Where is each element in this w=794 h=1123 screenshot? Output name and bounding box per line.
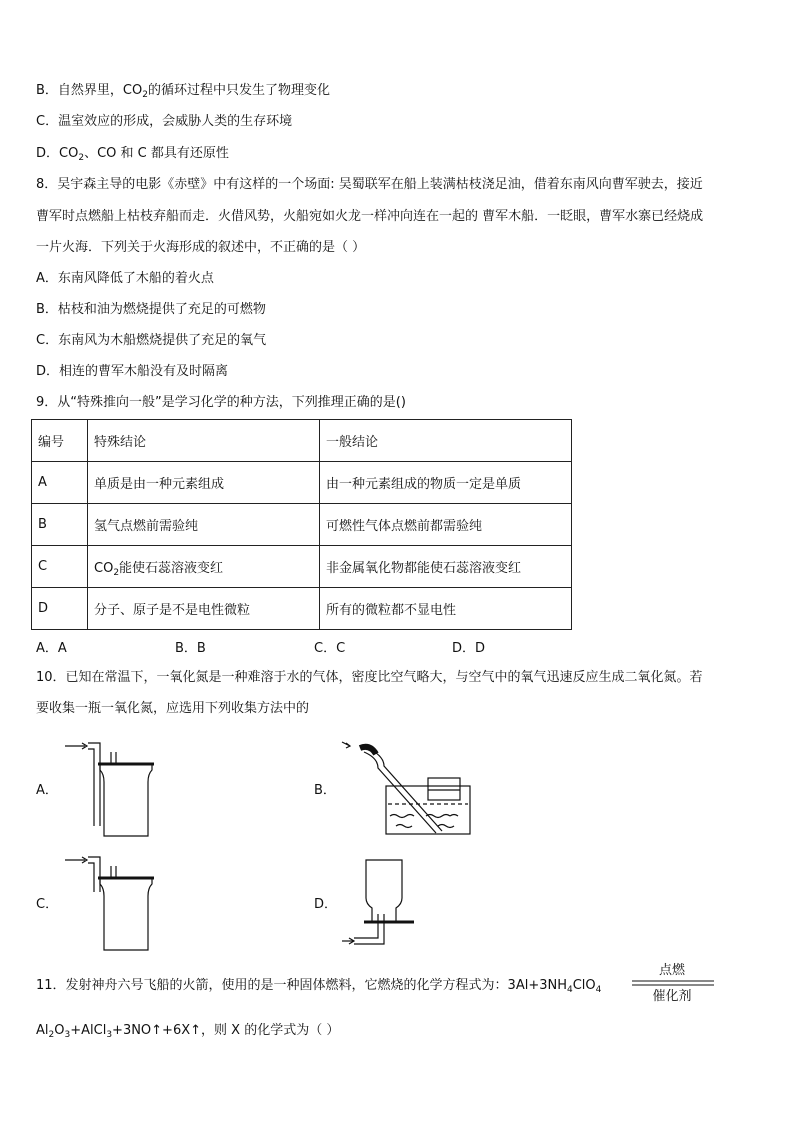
water-displacement-figure-b	[338, 738, 478, 838]
table-cell: 氢气点燃前需验纯	[88, 504, 320, 546]
q7-option-b: B．自然界里，$CO_2$的循环过程中只发生了物理变化	[36, 83, 330, 100]
q8-option-d: D．相连的曹军木船没有及时隔离	[36, 364, 229, 379]
inverted-bottle-figure-d	[338, 852, 438, 952]
q9-table	[31, 419, 572, 630]
q8-option-b: B．枯枝和油为燃烧提供了充足的可燃物	[36, 302, 266, 317]
gas-collection-bottle-c-figure	[60, 852, 160, 952]
gas-collection-bottle-a-figure	[60, 738, 160, 838]
q11-stem-line1: 11．发射神舟六号飞船的火箭，使用的是一种固体燃料，它燃烧的化学方程式为：$3Al+3NH_4ClO_4$	[36, 978, 602, 995]
table-cell: 分子、原子是不是电性微粒	[88, 588, 320, 630]
table-row	[32, 588, 572, 630]
table-cell: 由一种元素组成的物质一定是单质	[320, 462, 572, 504]
q10-stem-line2: 要收集一瓶一氧化氮，应选用下列收集方法中的	[36, 701, 310, 716]
table-row	[32, 504, 572, 546]
table-cell: 可燃性气体点燃前都需验纯	[320, 504, 572, 546]
table-row	[32, 462, 572, 504]
q9-option-c: C．C	[314, 641, 346, 656]
table-cell: D	[32, 588, 88, 630]
reaction-condition-bottom: 催化剂	[652, 989, 692, 1004]
q9-option-d: D．D	[452, 641, 486, 656]
q7-option-c: C．温室效应的形成，会威胁人类的生存环境	[36, 114, 293, 129]
q10-option-c-label: C．	[36, 897, 59, 912]
table-header-cell: 特殊结论	[88, 420, 320, 462]
table-cell: B	[32, 504, 88, 546]
table-cell: C	[32, 546, 88, 588]
q7-option-d: D．$CO_2$、CO 和 C 都具有还原性	[36, 146, 229, 163]
q9-stem: 9．从“特殊推向一般”是学习化学的种方法，下列推理正确的是()	[36, 395, 406, 410]
q10-option-a-label: A．	[36, 783, 58, 798]
q11-stem-line2: $Al_2O_3+AlCl_3+3NO↑+6X↑$，则 X 的化学式为（ ）	[36, 1023, 340, 1040]
q8-stem-line2: 曹军时点燃船上枯枝弃船而走．火借风势，火船宛如火龙一样冲向连在一起的 曹军木船．一眨眼，曹军水寨已经烧成	[36, 209, 704, 224]
q8-option-c: C．东南风为木船燃烧提供了充足的氧气	[36, 333, 267, 348]
q8-stem-line3: 一片火海．下列关于火海形成的叙述中，不正确的是（ ）	[36, 240, 366, 255]
table-header-cell: 一般结论	[320, 420, 572, 462]
table-cell: A	[32, 462, 88, 504]
q8-stem-line1: 8．吴宇森主导的电影《赤壁》中有这样的一个场面: 吴蜀联军在船上装满枯枝浇足油，借着东南风向曹军驶去，接近	[36, 177, 703, 192]
table-header-cell: 编号	[32, 420, 88, 462]
table-row	[32, 546, 572, 588]
table-cell: 所有的微粒都不显电性	[320, 588, 572, 630]
table-header-row	[32, 420, 572, 462]
table-cell: $CO_2$能使石蕊溶液变红	[88, 546, 320, 588]
q9-option-b: B．B	[175, 641, 206, 656]
table-cell: 单质是由一种元素组成	[88, 462, 320, 504]
table-cell: 非金属氧化物都能使石蕊溶液变红	[320, 546, 572, 588]
reaction-condition-top: 点燃	[658, 963, 685, 978]
q10-option-b-label: B．	[314, 783, 336, 798]
q10-option-d-label: D．	[314, 897, 338, 912]
q8-option-a: A．东南风降低了木船的着火点	[36, 271, 214, 286]
q9-option-a: A．A	[36, 641, 67, 656]
q10-stem-line1: 10．已知在常温下，一氧化氮是一种难溶于水的气体，密度比空气略大，与空气中的氧气迅速反应生成二氧化氮。若	[36, 670, 703, 685]
